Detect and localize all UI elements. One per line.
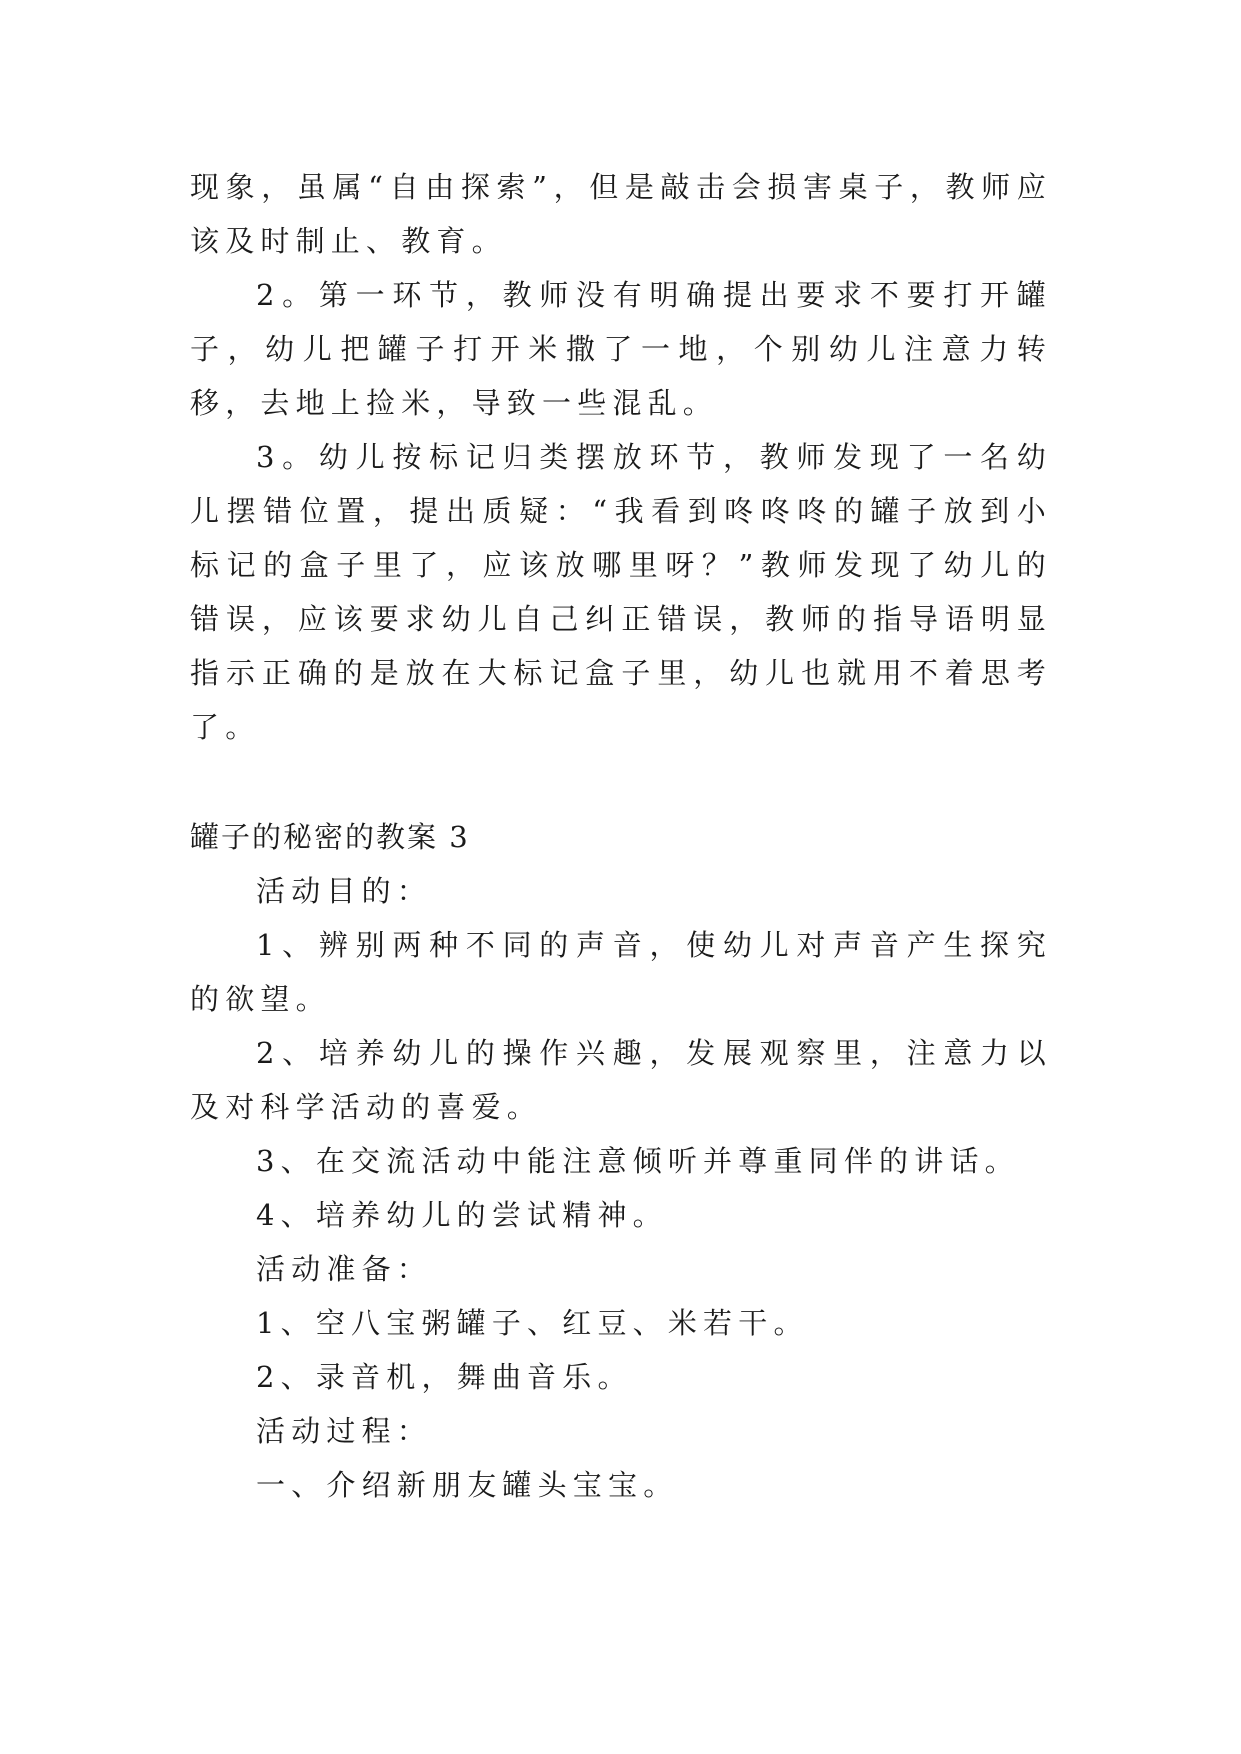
prep-item-2: 2、录音机，舞曲音乐。 bbox=[256, 1360, 633, 1394]
goal-item-2: 2、培养幼儿的操作兴趣，发展观察里，注意力以及对科学活动的喜爱。 bbox=[190, 1036, 1052, 1124]
goal-item-1: 1、辨别两种不同的声音，使幼儿对声音产生探究的欲望。 bbox=[190, 928, 1052, 1016]
process-item-1: 一、介绍新朋友罐头宝宝。 bbox=[256, 1468, 679, 1502]
paragraph-reflection-3: 3。幼儿按标记归类摆放环节，教师发现了一名幼儿摆错位置，提出质疑：“我看到咚咚咚的罐子放到小标记的盒子里了，应该放哪里呀？”教师发现了幼儿的错误，应该要求幼儿自己纠正错误，教师的指导语明显指示正确的是放在大标记盒子里，幼儿也就用不着思考了。 bbox=[190, 440, 1052, 744]
paragraph-continued: 现象，虽属“自由探索”，但是敲击会损害桌子，教师应该及时制止、教育。 bbox=[190, 170, 1052, 258]
paragraph-reflection-2: 2。第一环节，教师没有明确提出要求不要打开罐子，幼儿把罐子打开米撒了一地，个别幼儿注意力转移，去地上捡米，导致一些混乱。 bbox=[190, 278, 1052, 420]
goal-item-3: 3、在交流活动中能注意倾听并尊重同伴的讲话。 bbox=[256, 1144, 1020, 1178]
section-title: 罐子的秘密的教案 3 bbox=[190, 820, 470, 854]
document-body bbox=[190, 160, 1052, 1512]
goal-item-4: 4、培养幼儿的尝试精神。 bbox=[256, 1198, 668, 1232]
process-heading: 活动过程： bbox=[256, 1414, 433, 1448]
goals-heading: 活动目的： bbox=[256, 874, 433, 908]
prep-item-1: 1、空八宝粥罐子、红豆、米若干。 bbox=[256, 1306, 809, 1340]
prep-heading: 活动准备： bbox=[256, 1252, 433, 1286]
